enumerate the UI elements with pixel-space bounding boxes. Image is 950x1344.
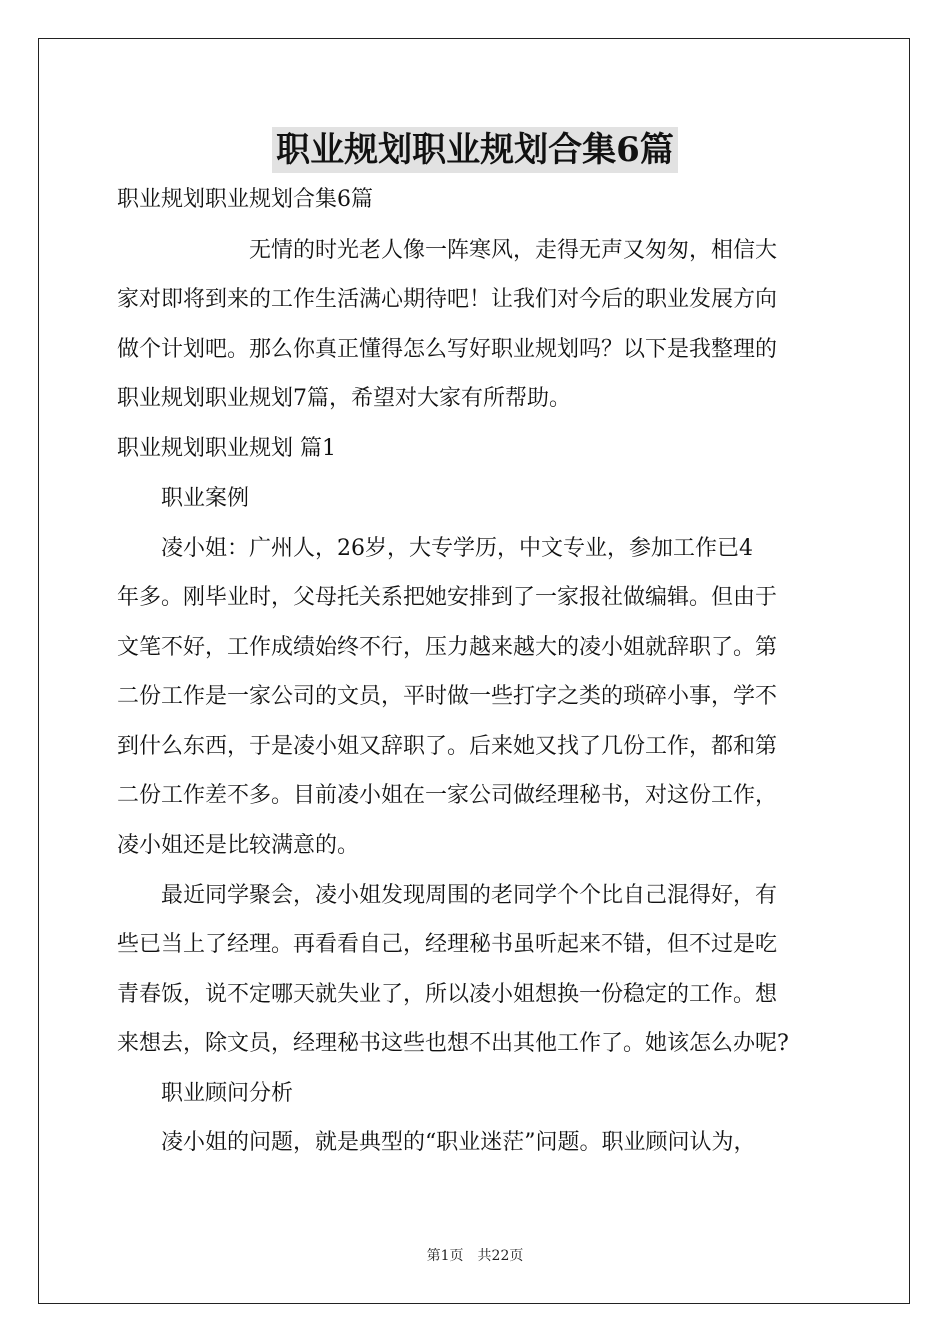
text-line: 二份工作是一家公司的文员，平时做一些打字之类的琐碎小事，学不 — [117, 684, 778, 709]
text-line: 职业规划职业规划合集6篇 — [117, 187, 373, 212]
document-title — [0, 127, 950, 179]
text-line: 最近同学聚会，凌小姐发现周围的老同学个个比自己混得好，有 — [117, 883, 778, 908]
text-line: 些已当上了经理。再看看自己，经理秘书虽听起来不错，但不过是吃 — [117, 932, 778, 957]
text-line: 青春饭，说不定哪天就失业了，所以凌小姐想换一份稳定的工作。想 — [117, 982, 778, 1007]
text-line: 凌小姐还是比较满意的。 — [117, 833, 360, 858]
text-line: 年多。刚毕业时，父母托关系把她安排到了一家报社做编辑。但由于 — [117, 585, 778, 610]
document-title-text: 职业规划职业规划合集6篇 — [272, 127, 678, 173]
text-line: 到什么东西，于是凌小姐又辞职了。后来她又找了几份工作，都和第 — [117, 734, 778, 759]
text-line: 文笔不好，工作成绩始终不行，压力越来越大的凌小姐就辞职了。第 — [117, 635, 778, 660]
sub-heading: 职业案例 — [117, 486, 250, 511]
page-number: 第1页 共22页 — [426, 1248, 524, 1264]
text-line: 家对即将到来的工作生活满心期待吧！让我们对今后的职业发展方向 — [117, 287, 778, 312]
section-heading: 职业规划职业规划 篇1 — [117, 436, 336, 461]
text-line: 做个计划吧。那么你真正懂得怎么写好职业规划吗？以下是我整理的 — [117, 337, 778, 362]
text-line: 来想去，除文员，经理秘书这些也想不出其他工作了。她该怎么办呢? — [117, 1031, 789, 1056]
text-line: 凌小姐：广州人，26岁，大专学历，中文专业，参加工作已4 — [117, 536, 753, 561]
text-line: 职业规划职业规划7篇，希望对大家有所帮助。 — [117, 386, 571, 411]
text-line: 二份工作差不多。目前凌小姐在一家公司做经理秘书，对这份工作， — [117, 783, 778, 808]
text-line: 凌小姐的问题，就是典型的“职业迷茫”问题。职业顾问认为， — [117, 1130, 756, 1155]
sub-heading: 职业顾问分析 — [117, 1081, 294, 1106]
page-border — [38, 38, 910, 1304]
text-line: 无情的时光老人像一阵寒风，走得无声又匆匆，相信大 — [117, 238, 778, 263]
